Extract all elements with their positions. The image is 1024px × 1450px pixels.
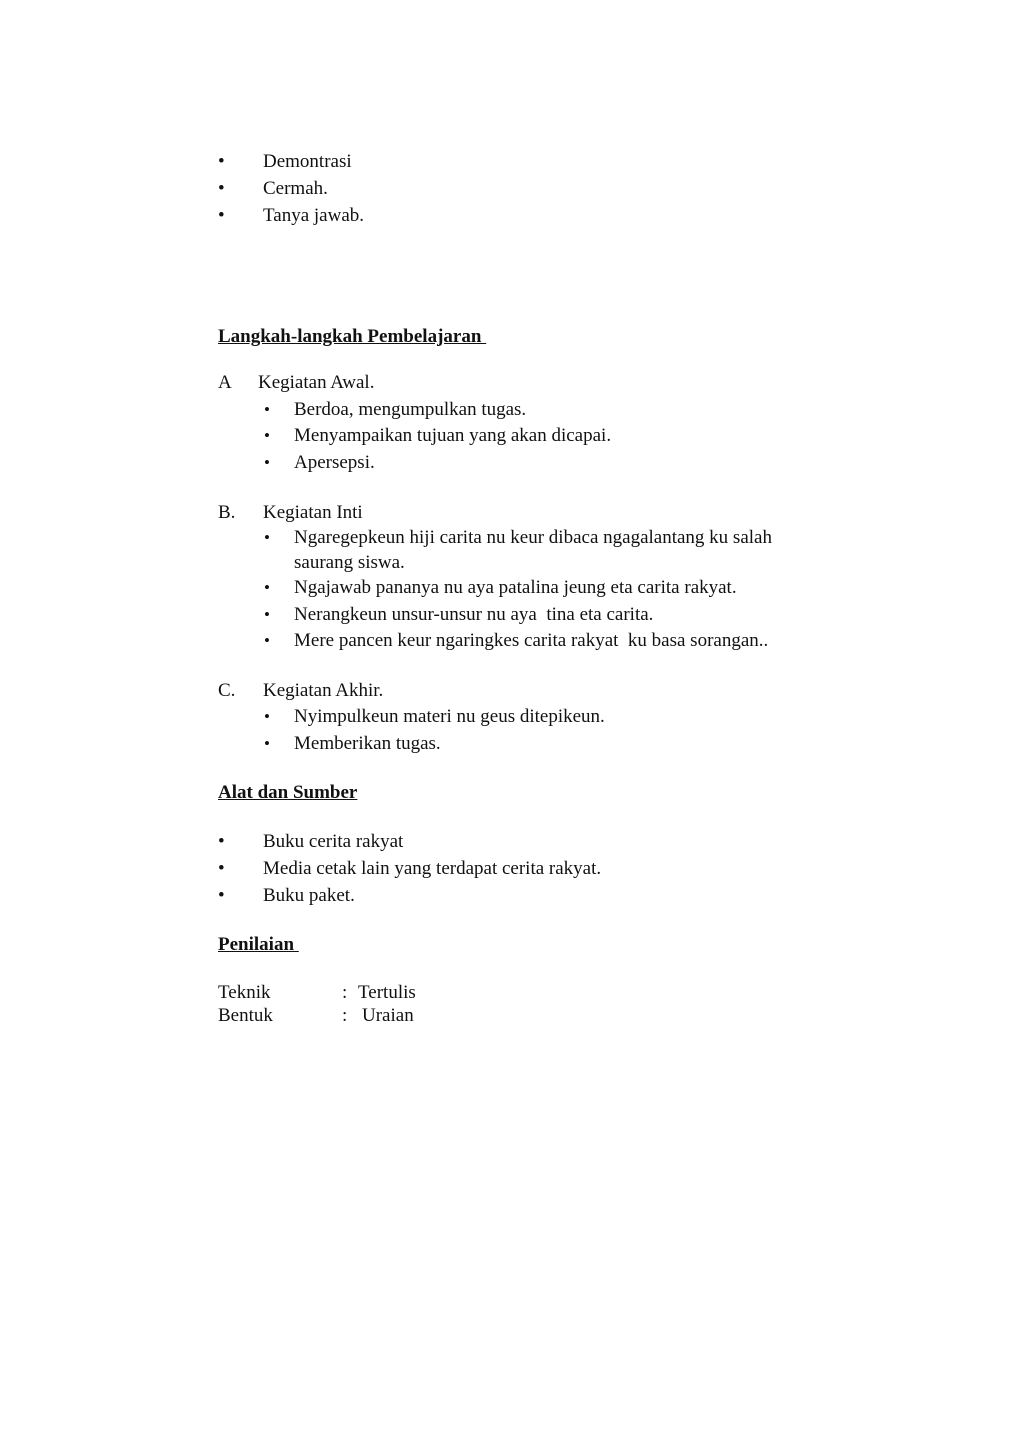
bullet-icon: • [264, 605, 270, 624]
list-item: Buku paket. [263, 885, 355, 906]
list-item: Berdoa, mengumpulkan tugas. [294, 399, 527, 420]
bullet-icon: • [264, 400, 270, 419]
section-title: Kegiatan Awal. [258, 372, 375, 393]
bullet-icon: • [264, 734, 270, 753]
list-item-continuation: saurang siswa. [294, 552, 405, 573]
assessment-label: Teknik [218, 982, 271, 1003]
bullet-icon: • [264, 631, 270, 650]
assessment-separator: : [342, 1005, 348, 1026]
assessment-label: Bentuk [218, 1005, 273, 1026]
assessment-value: Uraian [362, 1005, 414, 1026]
list-item: Mere pancen keur ngaringkes carita rakyat ku basa sorangan.. [294, 630, 769, 651]
list-item: Menyampaikan tujuan yang akan dicapai. [294, 425, 612, 446]
list-item: Ngaregepkeun hiji carita nu keur dibaca ngagalantang ku salah [294, 527, 772, 548]
assessment-value: Tertulis [358, 982, 416, 1003]
list-item: Buku cerita rakyat [263, 831, 404, 852]
bullet-icon: • [264, 426, 270, 445]
bullet-icon: • [264, 578, 270, 597]
list-item: Demontrasi [263, 151, 352, 172]
bullet-icon: • [218, 151, 225, 172]
list-item: Cermah. [263, 178, 328, 199]
bullet-icon: • [264, 528, 270, 547]
section-marker: B. [218, 502, 236, 523]
bullet-icon: • [218, 178, 225, 199]
section-heading-tools: Alat dan Sumber [218, 782, 358, 803]
section-heading-assessment: Penilaian [218, 934, 299, 955]
bullet-icon: • [264, 453, 270, 472]
list-item: Ngajawab pananya nu aya patalina jeung eta carita rakyat. [294, 577, 737, 598]
section-marker: C. [218, 680, 236, 701]
bullet-icon: • [218, 885, 225, 906]
list-item: Apersepsi. [294, 452, 375, 473]
section-title: Kegiatan Akhir. [263, 680, 384, 701]
section-marker: A [218, 372, 232, 393]
list-item: Nerangkeun unsur-unsur nu aya tina eta carita. [294, 604, 654, 625]
section-title: Kegiatan Inti [263, 502, 363, 523]
list-item: Tanya jawab. [263, 205, 365, 226]
assessment-separator: : [342, 982, 348, 1003]
bullet-icon: • [218, 831, 225, 852]
bullet-icon: • [218, 205, 225, 226]
list-item: Nyimpulkeun materi nu geus ditepikeun. [294, 706, 605, 727]
list-item: Media cetak lain yang terdapat cerita rakyat. [263, 858, 602, 879]
section-heading-steps: Langkah-langkah Pembelajaran [218, 326, 487, 347]
bullet-icon: • [264, 707, 270, 726]
list-item: Memberikan tugas. [294, 733, 441, 754]
bullet-icon: • [218, 858, 225, 879]
